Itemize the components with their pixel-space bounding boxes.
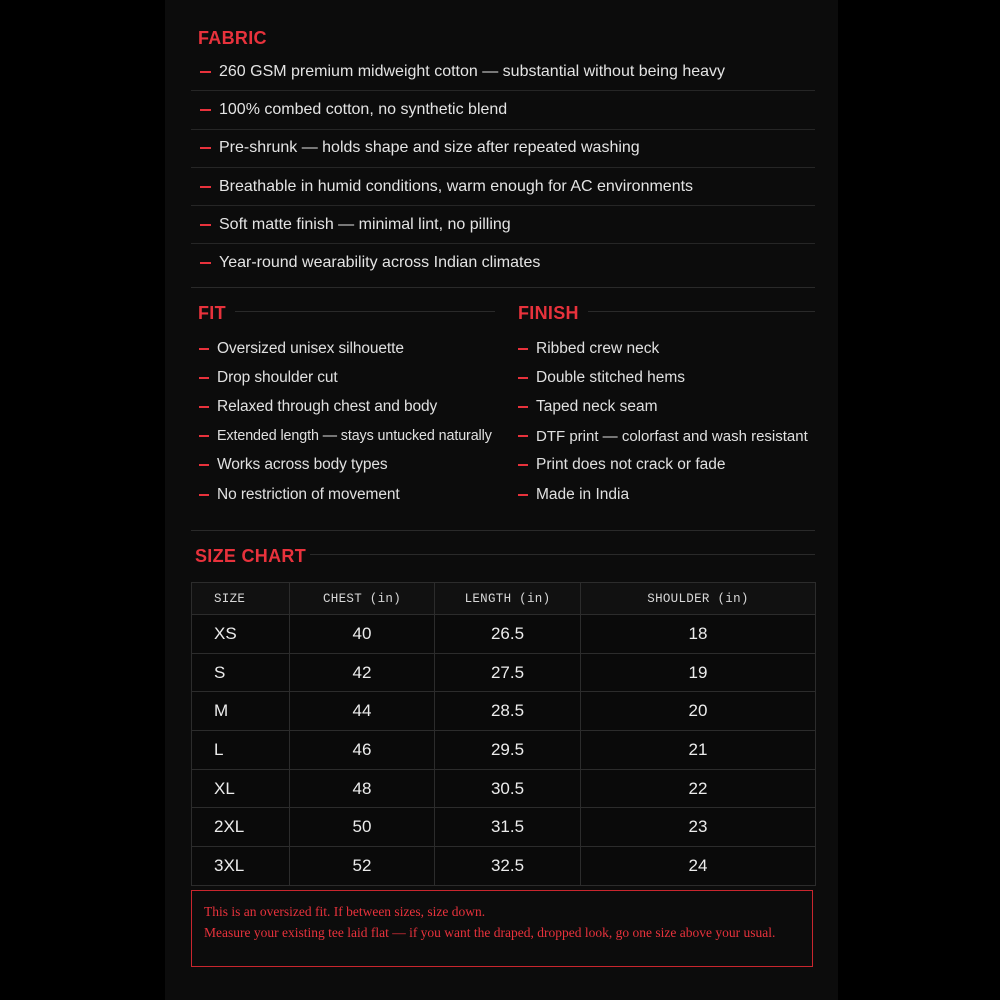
table-row	[192, 769, 816, 808]
table-row	[192, 615, 816, 654]
list-item: No restriction of movement	[199, 480, 492, 509]
list-item: 100% combed cotton, no synthetic blend	[191, 91, 815, 129]
column-header-length: LENGTH (in)	[435, 583, 581, 615]
dash-icon	[199, 406, 209, 408]
shoulder-cell: 20	[581, 692, 816, 731]
chest-cell: 42	[290, 653, 435, 692]
length-cell: 32.5	[435, 847, 581, 886]
chest-cell: 50	[290, 808, 435, 847]
list-item: Taped neck seam	[518, 392, 808, 421]
dash-icon	[200, 147, 211, 149]
size-cell: 3XL	[192, 847, 290, 886]
size-cell: 2XL	[192, 808, 290, 847]
dash-icon	[200, 224, 211, 226]
chest-cell: 48	[290, 769, 435, 808]
column-header-chest: CHEST (in)	[290, 583, 435, 615]
dash-icon	[518, 406, 528, 408]
chest-cell: 46	[290, 731, 435, 770]
chest-cell: 44	[290, 692, 435, 731]
list-item: Extended length — stays untucked naturally	[199, 422, 492, 451]
length-cell: 31.5	[435, 808, 581, 847]
dash-icon	[199, 435, 209, 437]
list-item: Print does not crack or fade	[518, 451, 808, 480]
fit-note-line-2: Measure your existing tee laid flat — if you want the draped, dropped look, go one size above your usual.	[204, 925, 776, 940]
section-divider	[191, 287, 815, 288]
list-item: Works across body types	[199, 451, 492, 480]
finish-title: FINISH	[518, 303, 579, 323]
list-item: Oversized unisex silhouette	[199, 334, 492, 363]
length-cell: 29.5	[435, 731, 581, 770]
fabric-list	[191, 53, 815, 282]
list-item: 260 GSM premium midweight cotton — substantial without being heavy	[191, 53, 815, 91]
fabric-title: FABRIC	[198, 28, 267, 48]
dash-icon	[199, 348, 209, 350]
shoulder-cell: 22	[581, 769, 816, 808]
list-item: Made in India	[518, 480, 808, 509]
length-cell: 28.5	[435, 692, 581, 731]
table-row	[192, 808, 816, 847]
finish-list	[518, 334, 808, 509]
column-header-size: SIZE	[192, 583, 290, 615]
dash-icon	[200, 262, 211, 264]
fit-note-line-1: This is an oversized fit. If between sizes, size down.	[204, 904, 486, 919]
dash-icon	[518, 435, 528, 437]
dash-icon	[200, 186, 211, 188]
shoulder-cell: 24	[581, 847, 816, 886]
finish-title-rule	[588, 311, 815, 312]
column-header-shoulder: SHOULDER (in)	[581, 583, 816, 615]
size-cell: S	[192, 653, 290, 692]
fit-list	[199, 334, 492, 509]
list-item: Drop shoulder cut	[199, 363, 492, 392]
length-cell: 26.5	[435, 615, 581, 654]
size-chart-table	[191, 582, 816, 886]
size-cell: XL	[192, 769, 290, 808]
list-item: DTF print — colorfast and wash resistant	[518, 422, 808, 451]
table-row	[192, 847, 816, 886]
fit-title: FIT	[198, 303, 226, 323]
table-row	[192, 692, 816, 731]
table-header-row	[192, 583, 816, 615]
shoulder-cell: 21	[581, 731, 816, 770]
table-row	[192, 731, 816, 770]
list-item: Breathable in humid conditions, warm enough for AC environments	[191, 168, 815, 206]
chest-cell: 40	[290, 615, 435, 654]
list-item: Soft matte finish — minimal lint, no pilling	[191, 206, 815, 244]
dash-icon	[199, 494, 209, 496]
size-cell: M	[192, 692, 290, 731]
size-chart-title: SIZE CHART	[195, 546, 306, 566]
dash-icon	[518, 464, 528, 466]
length-cell: 27.5	[435, 653, 581, 692]
section-divider	[191, 530, 815, 531]
list-item: Relaxed through chest and body	[199, 392, 492, 421]
list-item: Ribbed crew neck	[518, 334, 808, 363]
size-cell: XS	[192, 615, 290, 654]
size-cell: L	[192, 731, 290, 770]
list-item: Pre-shrunk — holds shape and size after repeated washing	[191, 130, 815, 168]
shoulder-cell: 19	[581, 653, 816, 692]
list-item: Double stitched hems	[518, 363, 808, 392]
dash-icon	[518, 377, 528, 379]
list-item: Year-round wearability across Indian climates	[191, 244, 815, 281]
length-cell: 30.5	[435, 769, 581, 808]
dash-icon	[199, 464, 209, 466]
table-row	[192, 653, 816, 692]
dash-icon	[199, 377, 209, 379]
dash-icon	[200, 71, 211, 73]
size-chart-title-rule	[310, 554, 815, 555]
fit-title-rule	[235, 311, 495, 312]
fit-note-box	[191, 890, 813, 967]
chest-cell: 52	[290, 847, 435, 886]
dash-icon	[200, 109, 211, 111]
shoulder-cell: 23	[581, 808, 816, 847]
shoulder-cell: 18	[581, 615, 816, 654]
dash-icon	[518, 494, 528, 496]
dash-icon	[518, 348, 528, 350]
